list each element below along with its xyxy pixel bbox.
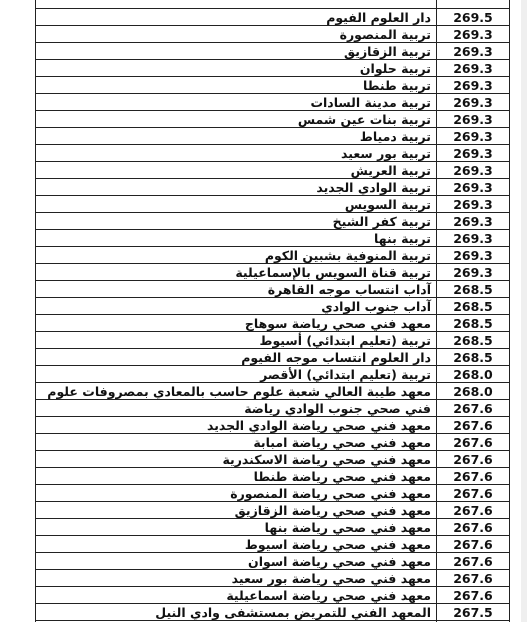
- table-row: [36, 502, 510, 519]
- score-cell: 269.3: [437, 43, 510, 60]
- score-cell: 269.3: [437, 162, 510, 179]
- score-cell: 269.3: [437, 247, 510, 264]
- table-row: [36, 264, 510, 281]
- faculty-name-cell: معهد فني صحي رياضة بور سعيد: [36, 570, 437, 587]
- faculty-name-cell: تربية الزقازيق: [36, 43, 437, 60]
- score-cell: 267.6: [437, 519, 510, 536]
- score-cell: 269.3: [437, 111, 510, 128]
- table-row: [36, 26, 510, 43]
- score-cell: 267.6: [437, 485, 510, 502]
- table-row: [36, 570, 510, 587]
- faculty-name-cell: معهد فني صحي رياضة طنطا: [36, 468, 437, 485]
- score-cell: 268.5: [437, 281, 510, 298]
- score-cell: 267.6: [437, 536, 510, 553]
- table-row: [36, 366, 510, 383]
- score-cell: 268.5: [437, 315, 510, 332]
- table-row: [36, 77, 510, 94]
- score-cell: 267.6: [437, 468, 510, 485]
- faculty-name-cell: معهد فني صحي رياضة اسوان: [36, 553, 437, 570]
- table-row: [36, 383, 510, 400]
- score-cell: 267.6: [437, 417, 510, 434]
- faculty-name-cell: تربية حلوان: [36, 60, 437, 77]
- score-cell: 267.6: [437, 451, 510, 468]
- score-cell: 269.3: [437, 213, 510, 230]
- faculty-name-cell: [36, 0, 437, 9]
- table-row: [36, 468, 510, 485]
- table-row: [36, 519, 510, 536]
- score-cell: 268.5: [437, 332, 510, 349]
- faculty-name-cell: معهد فني صحي رياضة بنها: [36, 519, 437, 536]
- table-row: [36, 298, 510, 315]
- score-cell: 269.3: [437, 145, 510, 162]
- score-cell: 268.0: [437, 366, 510, 383]
- faculty-name-cell: آداب انتساب موجه القاهرة: [36, 281, 437, 298]
- score-cell: 269.3: [437, 196, 510, 213]
- table-row: [36, 349, 510, 366]
- table-row: [36, 536, 510, 553]
- score-table-body: [36, 0, 510, 622]
- faculty-name-cell: تربية (تعليم ابتدائي) الأقصر: [36, 366, 437, 383]
- score-cell: [437, 0, 510, 9]
- table-row: [36, 179, 510, 196]
- faculty-name-cell: آداب جنوب الوادي: [36, 298, 437, 315]
- table-row: [36, 162, 510, 179]
- table-row: [36, 43, 510, 60]
- score-cell: 267.5: [437, 604, 510, 621]
- score-table: [35, 0, 510, 622]
- table-row: [36, 94, 510, 111]
- table-row: [36, 587, 510, 604]
- table-row: [36, 247, 510, 264]
- score-cell: 267.6: [437, 553, 510, 570]
- table-row: [36, 604, 510, 621]
- table-row: [36, 145, 510, 162]
- table-row: [36, 485, 510, 502]
- score-cell: 268.5: [437, 298, 510, 315]
- faculty-name-cell: تربية (تعليم ابتدائي) أسيوط: [36, 332, 437, 349]
- table-row: [36, 128, 510, 145]
- score-cell: 269.3: [437, 26, 510, 43]
- faculty-name-cell: معهد طيبة العالي شعبة علوم حاسب بالمعادي بمصروفات علوم: [36, 383, 437, 400]
- faculty-name-cell: تربية قناة السويس بالإسماعيلية: [36, 264, 437, 281]
- faculty-name-cell: دار العلوم انتساب موجه الفيوم: [36, 349, 437, 366]
- faculty-name-cell: تربية بنها: [36, 230, 437, 247]
- score-cell: 267.6: [437, 434, 510, 451]
- faculty-name-cell: معهد فني صحي رياضة المنصورة: [36, 485, 437, 502]
- score-cell: 269.5: [437, 9, 510, 26]
- faculty-name-cell: تربية دمياط: [36, 128, 437, 145]
- faculty-name-cell: تربية كفر الشيخ: [36, 213, 437, 230]
- score-cell: 269.3: [437, 264, 510, 281]
- faculty-name-cell: تربية المنوفية بشبين الكوم: [36, 247, 437, 264]
- faculty-name-cell: تربية طنطا: [36, 77, 437, 94]
- faculty-name-cell: تربية الوادي الجديد: [36, 179, 437, 196]
- score-cell: 267.6: [437, 570, 510, 587]
- faculty-name-cell: معهد فني صحي رياضة اسيوط: [36, 536, 437, 553]
- faculty-name-cell: المعهد الفني للتمريض بمستشفى وادي النيل: [36, 604, 437, 621]
- faculty-name-cell: فني صحي جنوب الوادي رياضة: [36, 400, 437, 417]
- faculty-name-cell: معهد فني صحي رياضة الزقازيق: [36, 502, 437, 519]
- table-row: [36, 417, 510, 434]
- table-row: [36, 9, 510, 26]
- score-cell: 268.5: [437, 349, 510, 366]
- faculty-name-cell: تربية مدينة السادات: [36, 94, 437, 111]
- faculty-name-cell: تربية بنات عين شمس: [36, 111, 437, 128]
- score-cell: 269.3: [437, 230, 510, 247]
- score-cell: 268.0: [437, 383, 510, 400]
- faculty-name-cell: تربية العريش: [36, 162, 437, 179]
- score-cell: 269.3: [437, 94, 510, 111]
- score-cell: 267.6: [437, 400, 510, 417]
- faculty-name-cell: معهد فني صحي رياضة امبابة: [36, 434, 437, 451]
- table-row: [36, 230, 510, 247]
- score-cell: 267.6: [437, 502, 510, 519]
- faculty-name-cell: معهد فني صحي رياضة الاسكندرية: [36, 451, 437, 468]
- score-cell: 267.6: [437, 587, 510, 604]
- table-row: [36, 400, 510, 417]
- faculty-name-cell: تربية السويس: [36, 196, 437, 213]
- faculty-name-cell: دار العلوم الفيوم: [36, 9, 437, 26]
- vertical-scrollbar[interactable]: [521, 0, 527, 622]
- score-cell: 269.3: [437, 128, 510, 145]
- score-cell: 269.3: [437, 77, 510, 94]
- table-row: [36, 213, 510, 230]
- faculty-name-cell: تربية بور سعيد: [36, 145, 437, 162]
- table-row: [36, 332, 510, 349]
- table-row: [36, 281, 510, 298]
- faculty-name-cell: معهد فني صحي رياضة سوهاج: [36, 315, 437, 332]
- table-row: [36, 0, 510, 9]
- table-row: [36, 111, 510, 128]
- table-row: [36, 553, 510, 570]
- faculty-name-cell: تربية المنصورة: [36, 26, 437, 43]
- table-row: [36, 451, 510, 468]
- table-row: [36, 434, 510, 451]
- table-row: [36, 196, 510, 213]
- table-row: [36, 315, 510, 332]
- score-cell: 269.3: [437, 179, 510, 196]
- faculty-name-cell: معهد فني صحي رياضة الوادي الجديد: [36, 417, 437, 434]
- score-cell: 269.3: [437, 60, 510, 77]
- table-row: [36, 60, 510, 77]
- faculty-name-cell: معهد فني صحي رياضة اسماعيلية: [36, 587, 437, 604]
